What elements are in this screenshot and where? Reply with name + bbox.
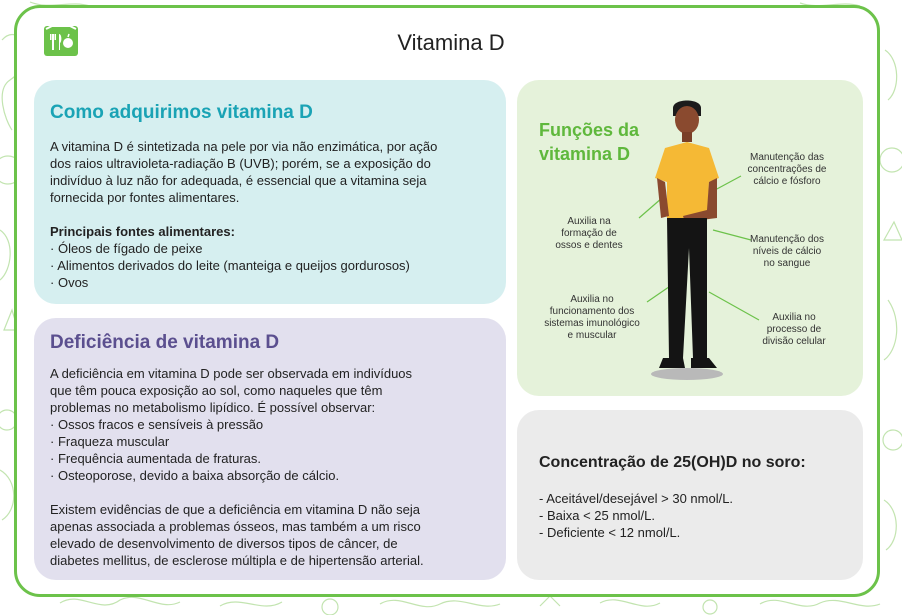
spacer bbox=[50, 484, 495, 501]
concentration-list bbox=[539, 490, 733, 541]
list-item: · Óleos de fígado de peixe bbox=[50, 240, 495, 257]
list-item: - Baixa < 25 nmol/L. bbox=[539, 507, 733, 524]
callout-line: Auxilia na bbox=[567, 216, 611, 227]
acquire-paragraph-line: dos raios ultravioleta-radiação B (UVB); porém, se a exposição do bbox=[50, 156, 431, 171]
list-item: · Fraqueza muscular bbox=[50, 433, 495, 450]
callout-line: Manutenção dos bbox=[750, 234, 824, 245]
list-item: · Frequência aumentada de fraturas. bbox=[50, 450, 495, 467]
acquire-title: Como adquirimos vitamina D bbox=[50, 102, 313, 123]
list-item: · Ovos bbox=[50, 274, 495, 291]
callout-line: processo de bbox=[766, 324, 822, 335]
deficiency-intro-line: A deficiência em vitamina D pode ser observada em indivíduos bbox=[50, 366, 413, 381]
callout-line: divisão celular bbox=[762, 336, 826, 347]
spacer bbox=[50, 206, 495, 223]
callout-bones-teeth bbox=[541, 216, 637, 252]
deficiency-closing-line: elevado de desenvolvimento de diversos tipos de câncer, de bbox=[50, 536, 398, 551]
callout-line: no sangue bbox=[763, 258, 811, 269]
deficiency-body bbox=[50, 365, 495, 569]
acquire-paragraph-line: fornecida por fontes alimentares. bbox=[50, 190, 240, 205]
card-functions bbox=[517, 80, 863, 396]
deficiency-closing-line: diabetes mellitus, de esclerose múltipla e de hipertensão arterial. bbox=[50, 553, 424, 568]
callout-cell-division bbox=[739, 312, 849, 348]
acquire-paragraph-line: indivíduo à luz não for adequada, é essencial que a vitamina seja bbox=[50, 173, 427, 188]
card-concentration bbox=[517, 410, 863, 580]
deficiency-intro-line: problemas no metabolismo lipídico. É possível observar: bbox=[50, 400, 376, 415]
deficiency-title: Deficiência de vitamina D bbox=[50, 332, 280, 353]
callout-immune-muscle bbox=[527, 294, 657, 342]
callout-line: cálcio e fósforo bbox=[753, 176, 821, 187]
deficiency-closing-line: Existem evidências de que a deficiência em vitamina D não seja bbox=[50, 502, 420, 517]
callout-line: sistemas imunológico bbox=[544, 318, 640, 329]
list-item: - Deficiente < 12 nmol/L. bbox=[539, 524, 733, 541]
standing-man-illustration bbox=[647, 98, 727, 388]
callout-line: concentrações de bbox=[747, 164, 827, 175]
callout-line: níveis de cálcio bbox=[752, 246, 822, 257]
callout-line: funcionamento dos bbox=[549, 306, 635, 317]
callout-line: Manutenção das bbox=[750, 152, 824, 163]
callout-line: Auxilia no bbox=[772, 312, 816, 323]
callout-calcium-phosphorus bbox=[727, 152, 847, 188]
list-item: · Osteoporose, devido a baixa absorção de cálcio. bbox=[50, 467, 495, 484]
sources-heading: Principais fontes alimentares: bbox=[50, 224, 235, 239]
acquire-body bbox=[50, 138, 495, 291]
list-item: · Ossos fracos e sensíveis à pressão bbox=[50, 416, 495, 433]
deficiency-intro-line: que têm pouca exposição ao sol, como naqueles que têm bbox=[50, 383, 383, 398]
page-title: Vitamina D bbox=[397, 30, 505, 55]
card-deficiency bbox=[34, 318, 506, 580]
callout-line: formação de bbox=[561, 228, 617, 239]
acquire-paragraph-line: A vitamina D é sintetizada na pele por via não enzimática, por ação bbox=[50, 139, 438, 154]
functions-title-line: vitamina D bbox=[539, 144, 631, 164]
symptoms-list bbox=[50, 416, 495, 484]
sources-list bbox=[50, 240, 495, 291]
callout-line: Auxilia no bbox=[570, 294, 614, 305]
functions-title-line: Funções da bbox=[539, 120, 640, 140]
callout-line: e muscular bbox=[567, 330, 617, 341]
card-acquire-vitamin-d bbox=[34, 80, 506, 304]
deficiency-closing-line: apenas associada a problemas ósseos, mas também a um risco bbox=[50, 519, 421, 534]
list-item: · Alimentos derivados do leite (manteiga e queijos gordurosos) bbox=[50, 257, 495, 274]
concentration-title: Concentração de 25(OH)D no soro: bbox=[539, 454, 806, 471]
callout-line: ossos e dentes bbox=[555, 240, 623, 251]
callout-calcium-blood bbox=[727, 234, 847, 270]
list-item: - Aceitável/desejável > 30 nmol/L. bbox=[539, 490, 733, 507]
